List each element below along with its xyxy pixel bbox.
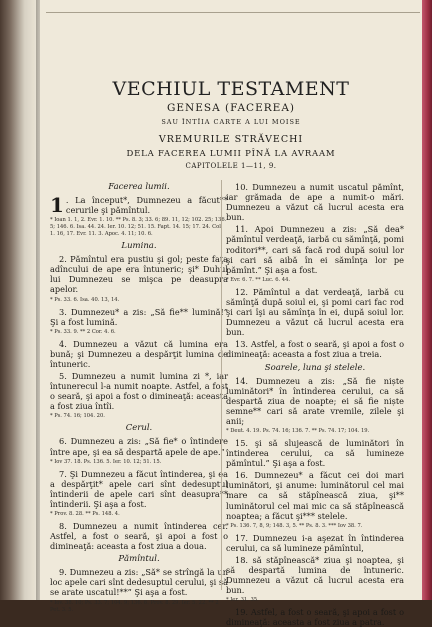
section-subtitle: DELA FACEREA LUMII PÎNĂ LA AVRAAM — [126, 149, 336, 159]
section-heading: Cerul. — [125, 423, 153, 434]
verse-14: 14. Dumnezeu a zis: „Să fie niște luminători* în întinderea cerului, ca să despartă ziua de noapte; ei să fie niște semne** cari să arate vremile, zilele şi anii; — [226, 375, 404, 426]
verse-15: 15. şi să slujească de luminători în întinderea cerului, ca să lumineze pămîntul.” Şi aşa a fost. — [226, 437, 404, 469]
book-subtitle: GENESA (FACEREA) — [166, 102, 296, 114]
verse-9: 9. Dumnezeu a zis: „Să* se strîngă la un loc apele cari sînt dedesuptul cerului, şi să se arate uscatul!**” Şi aşa a fost. — [50, 567, 228, 598]
verse-2: 2. Pămîntul era pustiu şi gol; peste faţa adîncului de ape era întuneric; şi* Duhul lui Dumnezeu se mişca pe deasupra apelor. — [50, 254, 228, 295]
verse-text: . La început*, Dumnezeu a făcut** cerurile şi pămîntul. — [65, 195, 228, 216]
page-edge-red — [422, 0, 432, 600]
verse-10: 10. Dumnezeu a numit uscatul pămînt, iar grămada de ape a numit-o mări. Dumnezeu a văzut că lucrul acesta era bun. — [226, 182, 404, 223]
verse-11: 11. Apoi Dumnezeu a zis: „Să dea* pămîntul verdeaţă, iarbă cu sămînţă, pomi roditori**, cari să facă rod după soiul lor şi cari să aibă în ei sămînţa lor pe pămînt.” Şi aşa a fost. — [226, 224, 404, 275]
verse-17: 17. Dumnezeu i-a aşezat în întinderea cerului, ca să lumineze pămîntul, — [226, 532, 404, 553]
cross-reference: * Ps. 33. 9. ** 2 Cor. 4. 6. — [50, 328, 116, 335]
book-title: VECHIUL TESTAMENT — [112, 78, 350, 100]
top-rule — [46, 12, 420, 13]
left-column — [50, 182, 228, 613]
section-heading: Facerea lumii. — [108, 182, 170, 192]
verse-3: 3. Dumnezeu* a zis: „Să fie** lumină!” Şi a fost lumină. — [50, 306, 228, 327]
verse-7: 7. Şi Dumnezeu a făcut întinderea, şi ea a despărţit* apele cari sînt dedesuptul întinderii de apele cari sînt deasupra** întinderii. Şi aşa a fost. — [50, 468, 228, 509]
cross-reference: * Ioan 1. 1, 2. Evr. 1. 10. ** Ps. 8. 3; 33. 6; 89. 11, 12; 102. 25; 136. 5; 146. 6. Isa. 44. 24. Ier. 10. 12; 51. 15. Fapt. 14. 15; 17. 24. Col. 1. 16, 17. Evr. 11. 3. Apoc. 4. 11; 10. 6. — [50, 217, 227, 238]
verse-16: 16. Dumnezeu* a făcut cei doi mari luminători, şi anume: luminătorul cel mai mare ca să stăpînească ziua, şi** luminătorul cel mai mic ca să stăpînească noaptea; a făcut şi*** stelele. — [226, 470, 404, 521]
verse-8: 8. Dumnezeu a numit întinderea cer. Astfel, a fost o seară, şi apoi a fost o dimineaţă: aceasta a fost ziua a doua. — [50, 520, 228, 552]
column-divider — [221, 180, 222, 590]
cross-reference: * Iov. 38. 10; Ps. 33. 7; 104. 9; 136. 6. Prov. 8. 29. Ier. 5. 22. ** 2 Pet. 3. 5. — [50, 599, 219, 613]
section-heading: Soarele, luna şi stelele. — [264, 362, 366, 373]
cross-reference: * Evr. 6. 7. ** Luc. 6. 44. — [226, 276, 291, 283]
book-spine — [0, 0, 40, 600]
cross-reference: * Ps. 33. 6. Isa. 40. 13, 14. — [50, 296, 120, 303]
cross-reference: * Iov 37. 18. Ps. 136. 5. Ier. 10. 12; 51. 15. — [50, 458, 162, 465]
verse-13: 13. Astfel, a fost o seară, şi apoi a fost o dimineaţă: aceasta a fost ziua a treia. — [226, 339, 404, 360]
verse-6: 6. Dumnezeu a zis: „Să fie* o întindere între ape, şi ea să despartă apele de ape.” — [50, 436, 228, 457]
book-subtitle-2: SAU ÎNTÎIA CARTE A LUI MOISE — [161, 118, 301, 126]
right-column — [226, 182, 404, 627]
verse-19: 19. Astfel, a fost o seară, şi apoi a fost o dimineaţă: aceasta a fost ziua a patra. — [226, 607, 404, 627]
verse-12: 12. Pămîntul a dat verdeaţă, iarbă cu sămînţă după soiul ei, şi pomi cari fac rod şi cari îşi au sămînţa în ei, după soiul lor. Dumnezeu a văzut că lucrul acesta era bun. — [226, 286, 404, 338]
cross-reference: * Prov. 8. 28. ** Ps. 148. 4. — [50, 510, 120, 517]
cross-reference: * Ps. 136. 7, 8, 9; 148. 3, 5. ** Ps. 8. 3. *** Iov 38. 7. — [226, 522, 363, 529]
section-heading: Pămîntul. — [118, 554, 160, 565]
page-header — [40, 78, 422, 171]
verse-4: 4. Dumnezeu a văzut că lumina era bună; şi Dumnezeu a despărţit lumina de întuneric. — [50, 338, 228, 369]
verse-18: 18. să stăpînească* ziua şi noaptea, şi să despartă lumina de întuneric. Dumnezeu a văzut că lucrul acesta era bun. — [226, 554, 404, 596]
drop-cap: 1 — [50, 193, 64, 217]
verse-5: 5. Dumnezeu a numit lumina zi *, iar întunerecul l-a numit noapte. Astfel, a fost o seară, şi apoi a fost o dimineaţă: aceasta a fost ziua întîi. — [50, 371, 228, 412]
cross-reference: * Ier. 31. 35. — [226, 597, 259, 604]
cross-reference: * Ps. 74. 16; 104. 20. — [50, 413, 105, 420]
bible-page — [40, 0, 422, 627]
cross-reference: * Deut. 4. 19. Ps. 74. 16; 136. 7. ** Ps. 74. 17; 104. 19. — [226, 427, 370, 434]
section-heading: Lumina. — [121, 241, 157, 252]
section-title: VREMURILE STRĂVECHI — [158, 134, 304, 145]
verse-1 — [50, 195, 228, 215]
chapter-range: CAPITOLELE 1—11, 9. — [185, 162, 277, 170]
